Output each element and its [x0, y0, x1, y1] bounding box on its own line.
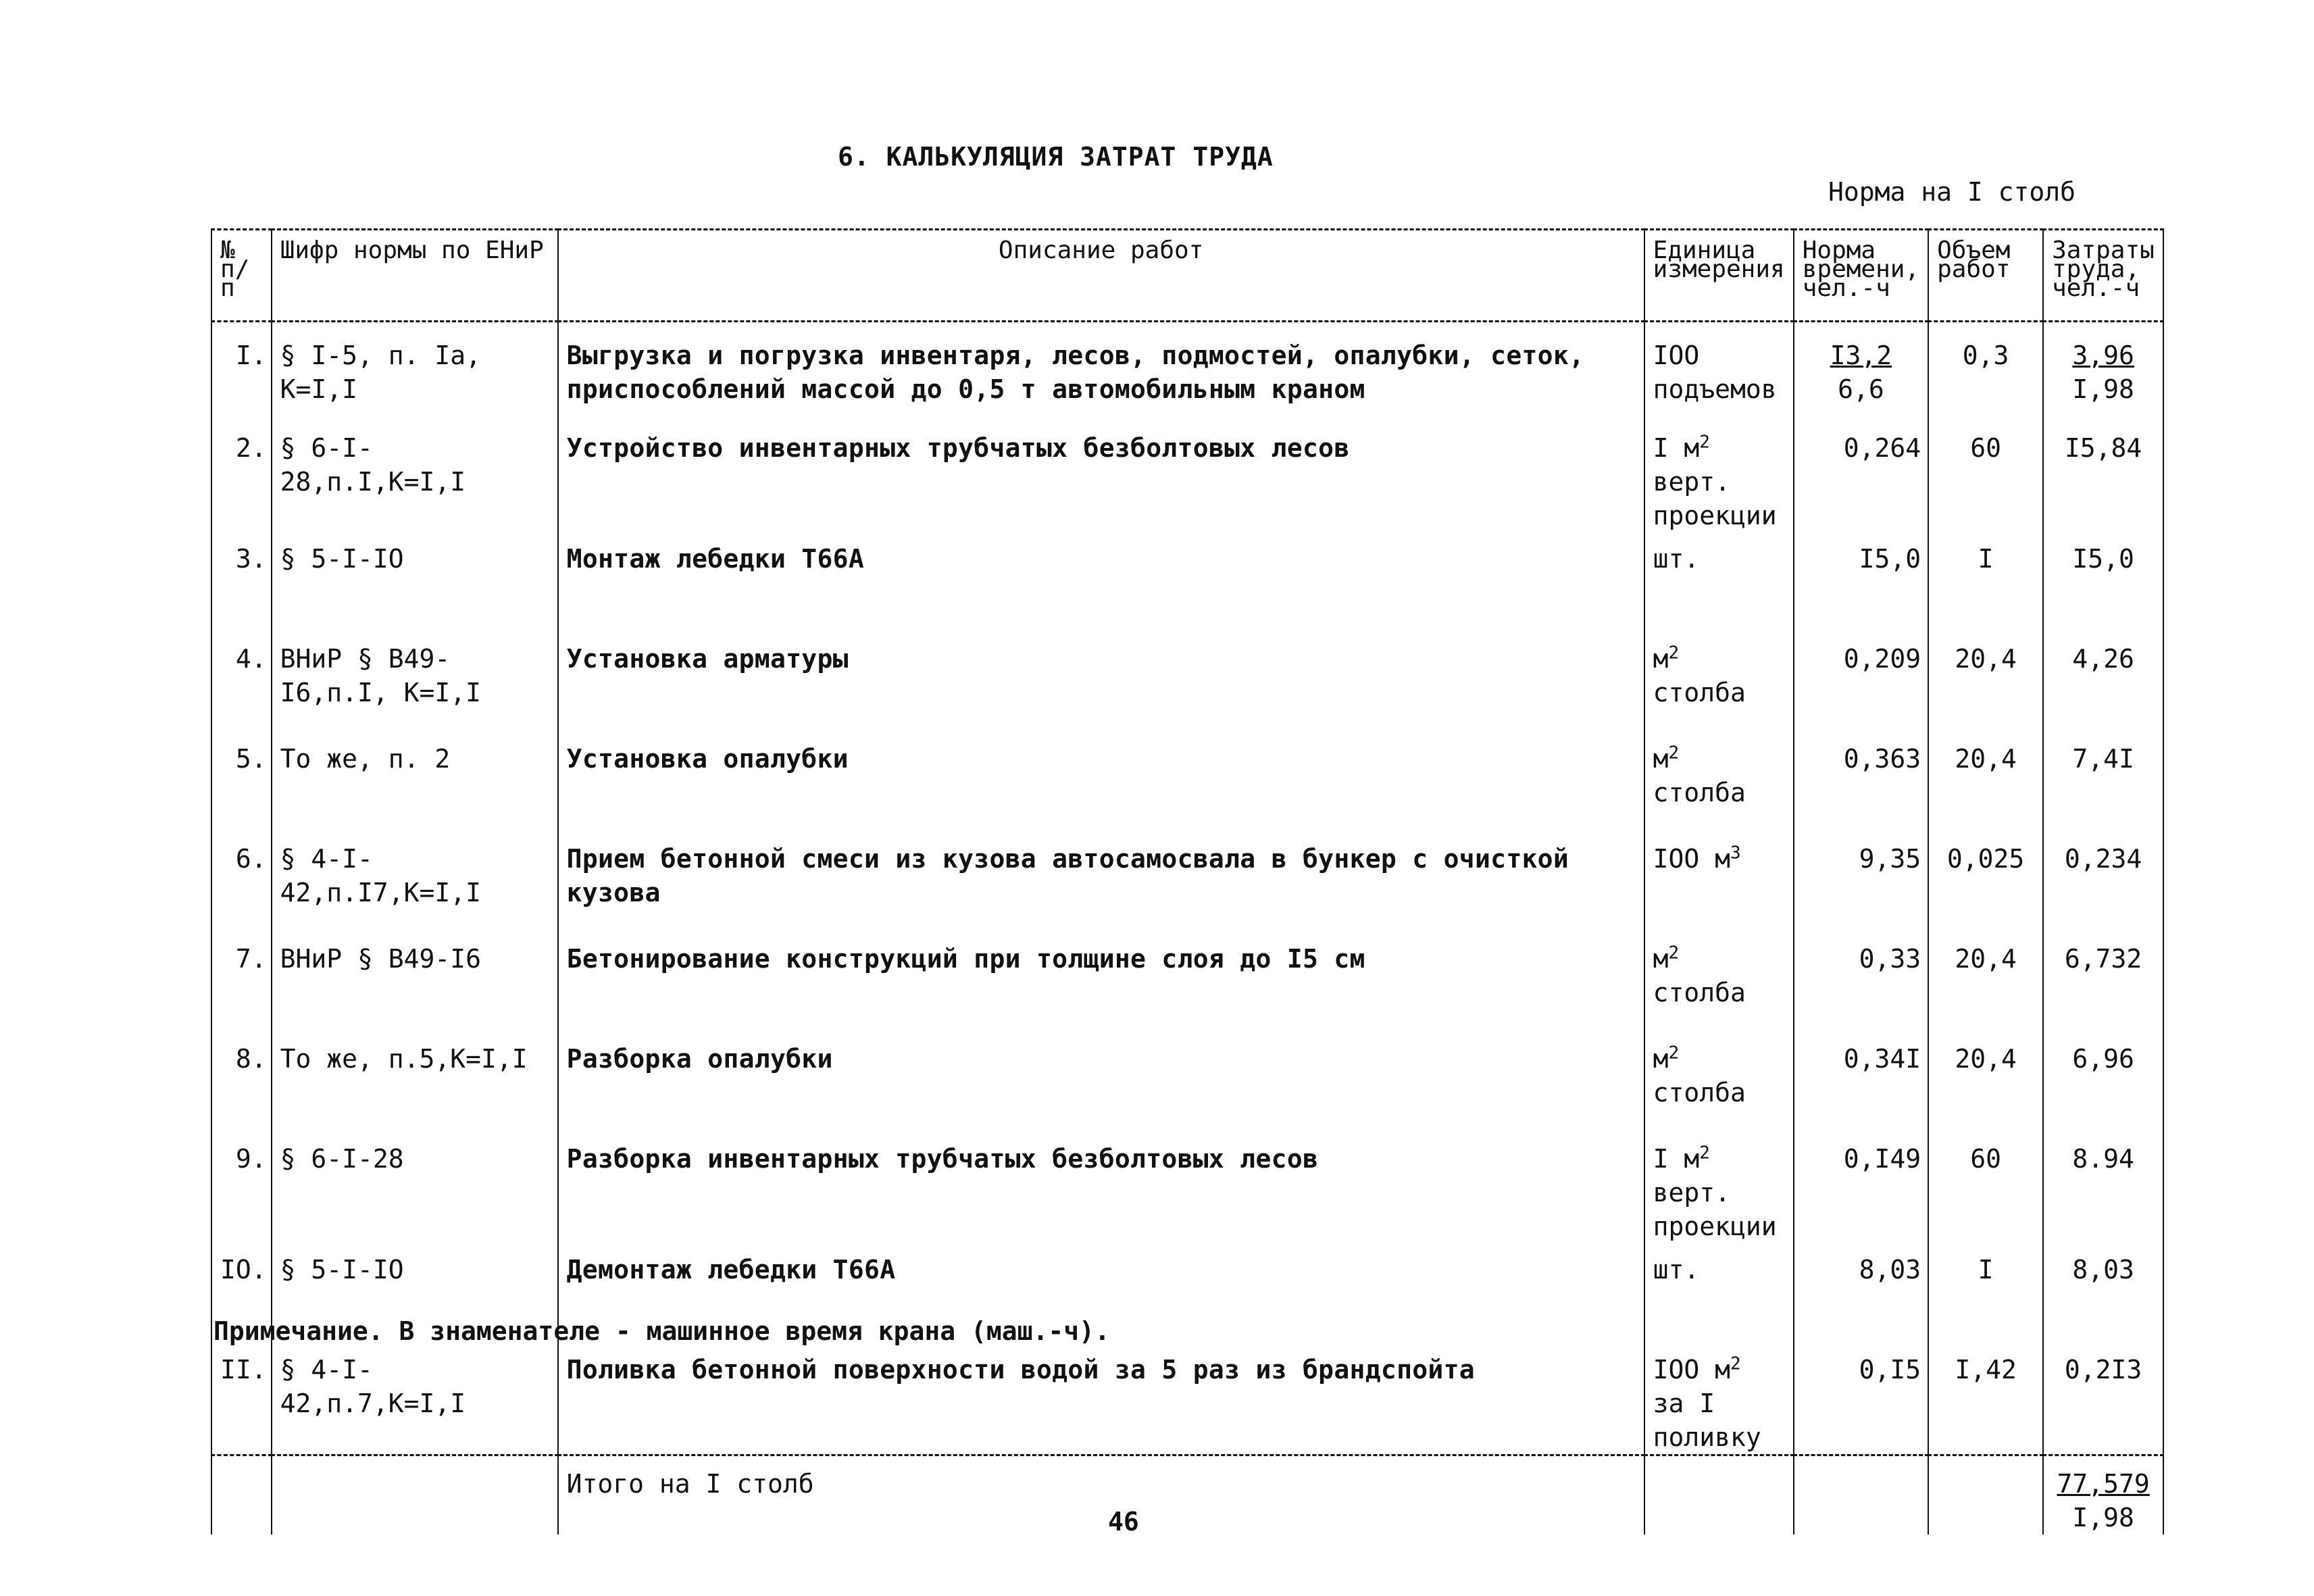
table-row	[211, 932, 2163, 1032]
total-label: Итого на I столб	[558, 1455, 1644, 1535]
row-num: I.	[211, 322, 272, 422]
row-norm: 0,33	[1794, 932, 1928, 1032]
table-row	[211, 322, 2163, 422]
row-desc: Выгрузка и погрузка инвентаря, лесов, подмостей, опалубки, сеток, приспособлений массой до 0,5 т автомобильным краном	[558, 322, 1644, 422]
row-unit: $м^2$ столба	[1644, 932, 1794, 1032]
total-cost	[2043, 1455, 2163, 1535]
row-norm-main: I3,2	[1830, 341, 1892, 370]
row-num: 8.	[211, 1032, 272, 1132]
row-unit: $м^2$ столба	[1644, 732, 1794, 832]
row-unit: I $м^2$ верт. проекции	[1644, 422, 1794, 532]
table-row	[211, 1132, 2163, 1243]
row-volume: 20,4	[1928, 732, 2043, 832]
row-desc: Установка арматуры	[558, 632, 1644, 732]
row-cost-sub: I,98	[2072, 374, 2134, 404]
row-unit: IOO $м^2$ за I поливку	[1644, 1343, 1794, 1455]
row-code: То же, п. 2	[272, 732, 558, 832]
header-unit: Единица измерения	[1644, 230, 1794, 322]
row-desc: Устройство инвентарных трубчатых безболтовых лесов	[558, 422, 1644, 532]
row-desc: Монтаж лебедки Т66А	[558, 532, 1644, 632]
row-num: 7.	[211, 932, 272, 1032]
table-row	[211, 1032, 2163, 1132]
row-num: 5.	[211, 732, 272, 832]
row-cost-main: 3,96	[2072, 341, 2134, 370]
row-num: II.	[211, 1343, 272, 1455]
row-norm: I5,0	[1794, 532, 1928, 632]
row-code: § 5-I-IO	[272, 532, 558, 632]
row-desc: Бетонирование конструкций при толщине слоя до I5 см	[558, 932, 1644, 1032]
row-norm: 9,35	[1794, 832, 1928, 932]
table-row	[211, 732, 2163, 832]
row-unit: $м^2$ столба	[1644, 632, 1794, 732]
row-cost: I5,0	[2043, 532, 2163, 632]
row-desc: Установка опалубки	[558, 732, 1644, 832]
row-cost: 6,96	[2043, 1032, 2163, 1132]
row-norm: 0,363	[1794, 732, 1928, 832]
row-code: § 4-I-42,п.7,К=I,I	[272, 1343, 558, 1455]
row-cost: 6,732	[2043, 932, 2163, 1032]
row-cost: 8.94	[2043, 1132, 2163, 1243]
row-volume: 60	[1928, 1132, 2043, 1243]
row-norm: 0,I49	[1794, 1132, 1928, 1243]
row-volume: I	[1928, 1243, 2043, 1343]
row-code: § 6-I-28	[272, 1132, 558, 1243]
table-header-row	[211, 230, 2163, 322]
row-num: IO.	[211, 1243, 272, 1343]
table-row	[211, 532, 2163, 632]
header-norm: Норма времени, чел.-ч	[1794, 230, 1928, 322]
row-unit: I $м^2$ верт. проекции	[1644, 1132, 1794, 1243]
row-unit: шт.	[1644, 532, 1794, 632]
footnote: Примечание. В знаменателе - машинное время крана (маш.-ч).	[213, 1316, 1110, 1346]
header-desc: Описание работ	[558, 230, 1644, 322]
row-cost: 7,4I	[2043, 732, 2163, 832]
row-code: ВНиР § В49-I6,п.I, К=I,I	[272, 632, 558, 732]
row-num: 3.	[211, 532, 272, 632]
row-norm	[1794, 322, 1928, 422]
row-volume: 0,3	[1928, 322, 2043, 422]
row-code: § 6-I-28,п.I,К=I,I	[272, 422, 558, 532]
row-norm: 0,34I	[1794, 1032, 1928, 1132]
header-volume: Объем работ	[1928, 230, 2043, 322]
total-cost-main: 77,579	[2057, 1468, 2150, 1499]
row-norm: 0,264	[1794, 422, 1928, 532]
row-cost	[2043, 322, 2163, 422]
table-row	[211, 632, 2163, 732]
row-code: То же, п.5,К=I,I	[272, 1032, 558, 1132]
row-num: 9.	[211, 1132, 272, 1243]
row-unit: IOO $м^3$	[1644, 832, 1794, 932]
row-desc: Поливка бетонной поверхности водой за 5 раз из брандспойта	[558, 1343, 1644, 1455]
row-volume: I,42	[1928, 1343, 2043, 1455]
row-cost: I5,84	[2043, 422, 2163, 532]
row-num: 2.	[211, 422, 272, 532]
row-desc: Демонтаж лебедки Т66А	[558, 1243, 1644, 1343]
page-title: 6. КАЛЬКУЛЯЦИЯ ЗАТРАТ ТРУДА	[838, 142, 1274, 172]
page-number: 46	[1108, 1507, 1139, 1537]
row-unit: шт.	[1644, 1243, 1794, 1343]
row-desc: Разборка инвентарных трубчатых безболтовых лесов	[558, 1132, 1644, 1243]
row-volume: 60	[1928, 422, 2043, 532]
header-code: Шифр нормы по ЕНиР	[272, 230, 558, 322]
row-volume: 20,4	[1928, 1032, 2043, 1132]
header-cost: Затраты труда, чел.-ч	[2043, 230, 2163, 322]
row-norm: 8,03	[1794, 1243, 1928, 1343]
row-cost: 4,26	[2043, 632, 2163, 732]
table-row	[211, 832, 2163, 932]
row-norm: 0,209	[1794, 632, 1928, 732]
row-volume: I	[1928, 532, 2043, 632]
total-cost-sub: I,98	[2072, 1502, 2134, 1532]
table-row	[211, 1343, 2163, 1455]
row-code: § 5-I-IO	[272, 1243, 558, 1343]
row-desc: Разборка опалубки	[558, 1032, 1644, 1132]
total-row	[211, 1455, 2163, 1535]
norm-header: Норма на I столб	[1828, 177, 2076, 207]
row-cost: 0,2I3	[2043, 1343, 2163, 1455]
table-row	[211, 422, 2163, 532]
row-norm-sub: 6,6	[1838, 374, 1884, 404]
row-norm: 0,I5	[1794, 1343, 1928, 1455]
row-code: § 4-I-42,п.I7,К=I,I	[272, 832, 558, 932]
row-volume: 20,4	[1928, 932, 2043, 1032]
row-desc: Прием бетонной смеси из кузова автосамосвала в бункер с очисткой кузова	[558, 832, 1644, 932]
row-code: ВНиР § В49-I6	[272, 932, 558, 1032]
row-cost: 0,234	[2043, 832, 2163, 932]
row-volume: 20,4	[1928, 632, 2043, 732]
row-unit: IOO подъемов	[1644, 322, 1794, 422]
row-unit: $м^2$ столба	[1644, 1032, 1794, 1132]
row-num: 6.	[211, 832, 272, 932]
row-cost: 8,03	[2043, 1243, 2163, 1343]
row-code: § I-5, п. Iа, К=I,I	[272, 322, 558, 422]
row-num: 4.	[211, 632, 272, 732]
header-num: № п/п	[211, 230, 272, 322]
row-volume: 0,025	[1928, 832, 2043, 932]
